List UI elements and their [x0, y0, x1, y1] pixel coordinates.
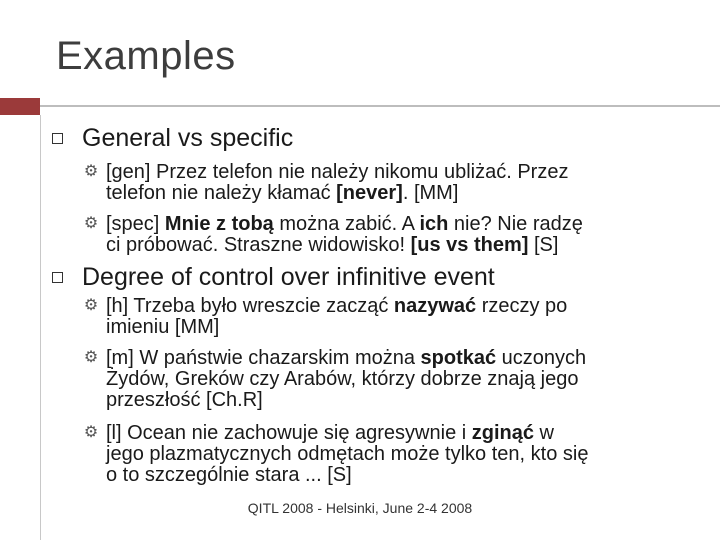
bullet-text: General vs specific	[82, 124, 294, 152]
slide-title: Examples	[56, 34, 236, 78]
gear-bullet-icon: ⚙	[83, 424, 99, 441]
sub-bullet-line: ci próbować. Straszne widowisko! [us vs them] [S]	[106, 234, 559, 256]
left-vertical-rule	[40, 115, 41, 540]
sub-bullet-line: jego plazmatycznych odmętach może tylko ten, kto się	[106, 443, 589, 465]
sub-bullet-line: telefon nie należy kłamać [never]. [MM]	[106, 182, 459, 204]
gear-bullet-icon: ⚙	[83, 349, 99, 366]
title-rule-accent	[0, 98, 40, 115]
sub-bullet-line: imieniu [MM]	[106, 316, 220, 338]
sub-bullet-line: [l] Ocean nie zachowuje się agresywnie i zginąć w	[106, 422, 554, 444]
sub-bullet-line: o to szczególnie stara ... [S]	[106, 464, 352, 486]
slide-footer: QITL 2008 - Helsinki, June 2-4 2008	[247, 500, 473, 516]
sub-bullet-h	[83, 295, 568, 338]
sub-bullet-spec	[83, 213, 583, 256]
sub-bullet-line: [spec] Mnie z tobą można zabić. A ich nie? Nie radzę	[106, 213, 583, 235]
sub-bullet-line: przeszłość [Ch.R]	[106, 389, 263, 411]
gear-bullet-icon: ⚙	[83, 163, 99, 180]
sub-bullet-line: Żydów, Greków czy Arabów, którzy dobrze znają jego	[106, 368, 579, 390]
sub-bullet-m	[83, 347, 587, 411]
square-bullet-icon	[52, 133, 63, 144]
title-rule	[40, 105, 720, 107]
gear-bullet-icon: ⚙	[83, 297, 99, 314]
sub-bullet-line: [m] W państwie chazarskim można spotkać uczonych	[106, 347, 587, 369]
sub-bullet-l	[83, 422, 589, 486]
sub-bullet-line: [gen] Przez telefon nie należy nikomu ubliżać. Przez	[106, 161, 569, 183]
sub-bullet-line: [h] Trzeba było wreszcie zacząć nazywać rzeczy po	[106, 295, 568, 317]
square-bullet-icon	[52, 272, 63, 283]
gear-bullet-icon: ⚙	[83, 215, 99, 232]
sub-bullet-gen	[83, 161, 569, 204]
bullet-text: Degree of control over infinitive event	[82, 263, 495, 291]
